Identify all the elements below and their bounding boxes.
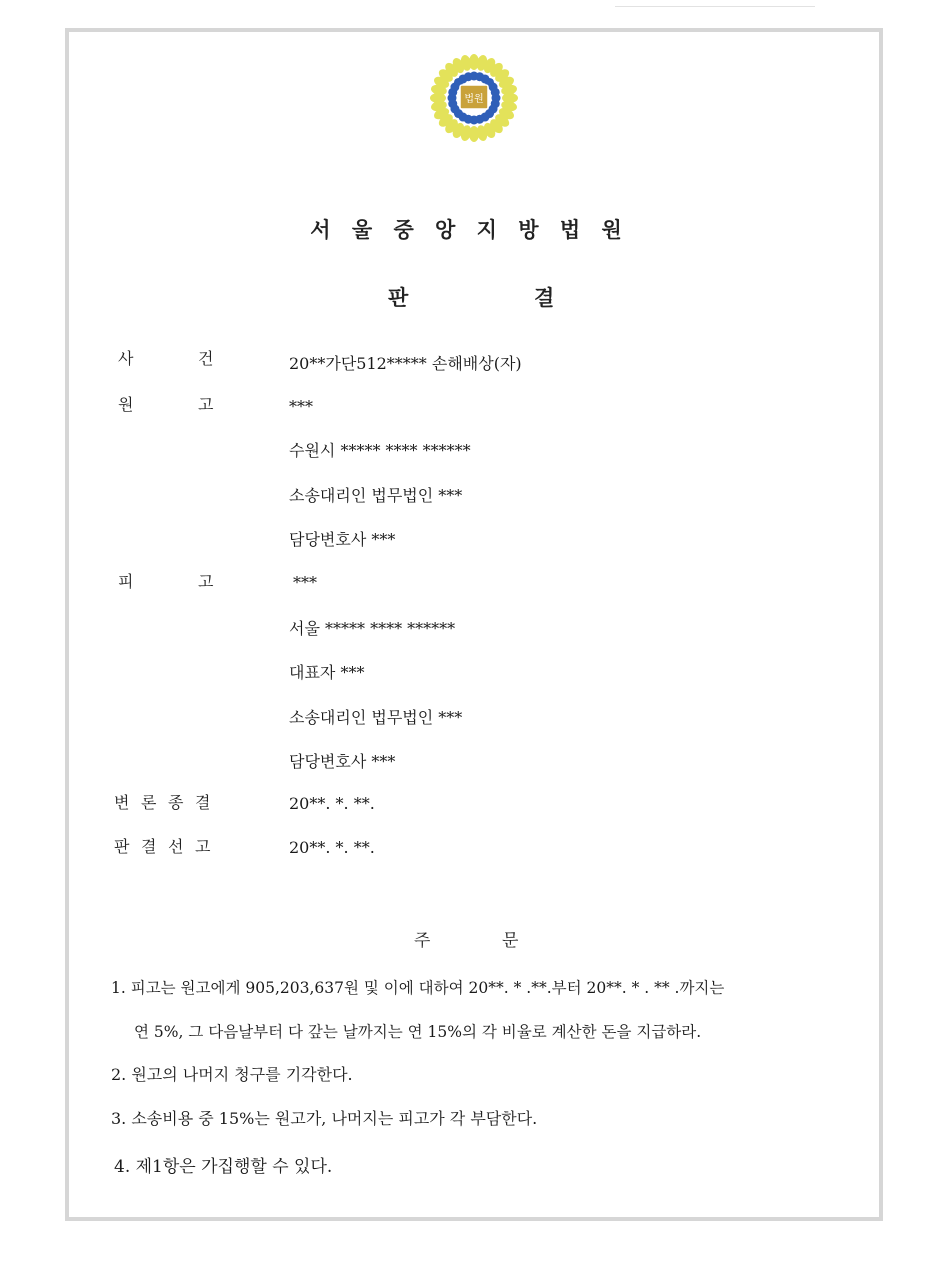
plaintiff-name: ***: [289, 397, 313, 416]
label-char: 원: [118, 395, 134, 414]
label-char: 피: [118, 572, 134, 591]
scan-artifact-line: [615, 6, 815, 7]
label-char: 고: [198, 572, 214, 591]
defendant-representative: 대표자 ***: [289, 663, 365, 682]
label-char: 판: [114, 837, 130, 856]
order-heading-char: 문: [502, 931, 519, 951]
plaintiff-counsel-firm: 소송대리인 법무법인 ***: [289, 486, 463, 505]
defendant-attorney: 담당변호사 ***: [289, 752, 396, 771]
order-item-3: 3. 소송비용 중 15%는 원고가, 나머지는 피고가 각 부담한다.: [111, 1109, 538, 1128]
document-frame: [65, 28, 883, 1221]
label-char: 고: [198, 395, 214, 414]
judgment-pronounced-date: 20**. *. **.: [289, 838, 375, 857]
label-char: 종: [168, 793, 184, 812]
label-char: 선: [168, 837, 184, 856]
court-name: 서 울 중 앙 지 방 법 원: [310, 218, 629, 242]
emblem-dot: [491, 88, 500, 97]
defendant-address: 서울 ***** **** ******: [289, 619, 456, 638]
label-char: 변: [114, 793, 130, 812]
order-item-1-continued: 연 5%, 그 다음날부터 다 갚는 날까지는 연 15%의 각 비율로 계산한 돈을 지급하라.: [134, 1023, 702, 1041]
case-number: 20**가단512***** 손해배상(자): [289, 354, 522, 373]
document-title-char: 판: [388, 286, 409, 310]
label-char: 결: [141, 837, 157, 856]
order-item-4: 4. 제1항은 가집행할 수 있다.: [114, 1157, 333, 1177]
order-heading-char: 주: [414, 931, 431, 951]
hearing-closed-date: 20**. *. **.: [289, 794, 375, 813]
order-item-1: 1. 피고는 원고에게 905,203,637원 및 이에 대하여 20**. * .**.부터 20**. * . ** .까지는: [111, 979, 725, 997]
label-char: 고: [195, 837, 211, 856]
document-title-char: 결: [534, 286, 555, 310]
court-emblem-logo: [428, 52, 520, 144]
plaintiff-attorney: 담당변호사 ***: [289, 530, 396, 549]
label-char: 결: [195, 793, 211, 812]
defendant-name: ***: [293, 573, 317, 592]
order-item-2: 2. 원고의 나머지 청구를 기각한다.: [111, 1065, 353, 1084]
label-char: 론: [141, 793, 157, 812]
emblem-text: 법원: [464, 94, 484, 105]
defendant-counsel-firm: 소송대리인 법무법인 ***: [289, 708, 463, 727]
label-char: 사: [118, 349, 134, 368]
plaintiff-address: 수원시 ***** **** ******: [289, 441, 471, 460]
label-char: 건: [198, 349, 214, 368]
